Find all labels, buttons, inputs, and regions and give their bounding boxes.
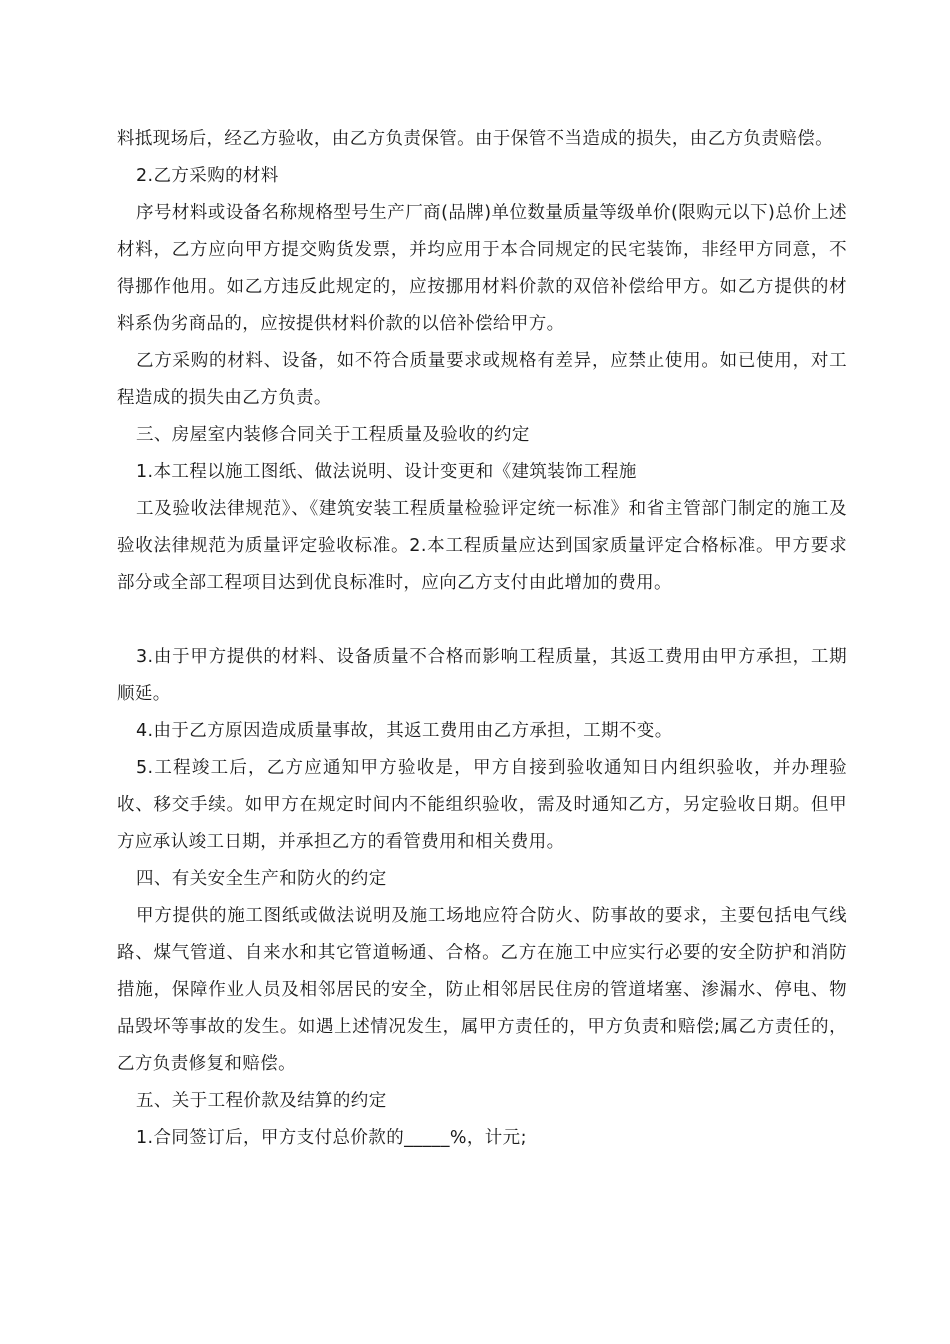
paragraph-safety: 甲方提供的施工图纸或做法说明及施工场地应符合防火、防事故的要求，主要包括电气线路、煤气管道、自来水和其它管道畅通、合格。乙方在施工中应实行必要的安全防护和消防措施，保障作业人员及相邻居民的安全，防止相邻居民住房的管道堵塞、渗漏水、停电、物品毁坏等事故的发生。如遇上述情况发生，属甲方责任的，甲方负责和赔偿;属乙方责任的，乙方负责修复和赔偿。 <box>117 906 847 1074</box>
paragraph-payment-item-1: 1.合同签订后，甲方支付总价款的_____%，计元; <box>136 1128 527 1148</box>
paragraph-item-4: 4.由于乙方原因造成质量事故，其返工费用由乙方承担，工期不变。 <box>136 721 673 741</box>
paragraph-material-custody: 料抵现场后，经乙方验收，由乙方负责保管。由于保管不当造成的损失，由乙方负责赔偿。 <box>117 129 833 149</box>
section-heading-quality: 三、房屋室内装修合同关于工程质量及验收的约定 <box>136 425 530 445</box>
paragraph-item-3: 3.由于甲方提供的材料、设备质量不合格而影响工程质量，其返工费用由甲方承担，工期顺延。 <box>117 647 847 704</box>
paragraph-item-1-standard: 1.本工程以施工图纸、做法说明、设计变更和《建筑装饰工程施 <box>136 462 637 482</box>
blank-line <box>117 602 847 639</box>
document-body <box>117 121 847 1157</box>
paragraph-material-list: 序号材料或设备名称规格型号生产厂商(品牌)单位数量质量等级单价(限购元以下)总价上述材料，乙方应向甲方提交购货发票，并均应用于本合同规定的民宅装饰，非经甲方同意，不得挪作他用。如乙方违反此规定的，应按挪用材料价款的双倍补偿给甲方。如乙方提供的材料系伪劣商品的，应按提供材料价款的以倍补偿给甲方。 <box>117 203 847 334</box>
paragraph-item-2-heading: 2.乙方采购的材料 <box>136 166 279 186</box>
section-heading-safety: 四、有关安全生产和防火的约定 <box>136 869 387 889</box>
paragraph-item-5: 5.工程竣工后，乙方应通知甲方验收是，甲方自接到验收通知日内组织验收，并办理验收、移交手续。如甲方在规定时间内不能组织验收，需及时通知乙方，另定验收日期。但甲方应承认竣工日期，并承担乙方的看管费用和相关费用。 <box>117 758 847 852</box>
section-heading-payment: 五、关于工程价款及结算的约定 <box>136 1091 387 1111</box>
paragraph-material-quality: 乙方采购的材料、设备，如不符合质量要求或规格有差异，应禁止使用。如已使用，对工程造成的损失由乙方负责。 <box>117 351 847 408</box>
paragraph-standard-continued: 工及验收法律规范》、《建筑安装工程质量检验评定统一标准》和省主管部门制定的施工及验收法律规范为质量评定验收标准。2.本工程质量应达到国家质量评定合格标准。甲方要求部分或全部工程项目达到优良标准时，应向乙方支付由此增加的费用。 <box>117 499 847 593</box>
